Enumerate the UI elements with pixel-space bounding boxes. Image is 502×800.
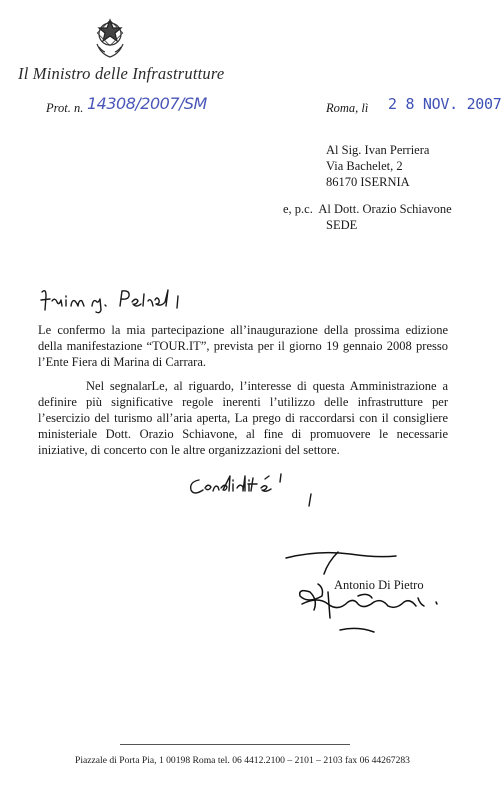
- footer-address: Piazzale di Porta Pia, 1 00198 Roma tel. 06 4412.2100 – 2101 – 2103 fax 06 44267283: [75, 755, 410, 766]
- cc-line: e, p.c. Al Dott. Orazio Schiavone: [283, 202, 452, 216]
- emblem-of-italy-icon: [92, 14, 128, 60]
- footer-divider: [120, 744, 350, 745]
- recipient-street: Via Bachelet, 2: [326, 159, 403, 173]
- signatory-name: Antonio Di Pietro: [334, 578, 424, 592]
- body-paragraph-1: Le confermo la mia partecipazione all’inaugurazione della prossima edizione della manifestazione “TOUR.IT”, prevista per il giorno 19 gennaio 2008 presso l’Ente Fiera di Marina di Carrara.: [38, 323, 448, 369]
- signature: [278, 548, 448, 640]
- cc-sede: SEDE: [326, 218, 358, 232]
- handwritten-salutation: [38, 286, 208, 314]
- dateline-place: Roma, lì: [326, 101, 369, 115]
- protocol-number: 14308/2007/SM: [87, 94, 207, 113]
- handwritten-closing: [185, 470, 325, 510]
- protocol-label: Prot. n.: [46, 101, 84, 115]
- recipient-city: 86170 ISERNIA: [326, 175, 410, 189]
- recipient-name: Al Sig. Ivan Perriera: [326, 143, 430, 157]
- ministry-title: Il Ministro delle Infrastrutture: [18, 64, 225, 83]
- date-stamp: 2 8 NOV. 2007: [388, 95, 502, 113]
- body-paragraph-2: Nel segnalarLe, al riguardo, l’interesse di questa Amministrazione a definire più significative regole inerenti l’utilizzo delle infrastrutture per l’esercizio del turismo all’aria aperta, La prego di raccordarsi con il consigliere ministeriale Dott. Orazio Schiavone, al fine di promuovere le necessarie iniziative, di concerto con le altre organizzazioni del settore.: [38, 379, 448, 457]
